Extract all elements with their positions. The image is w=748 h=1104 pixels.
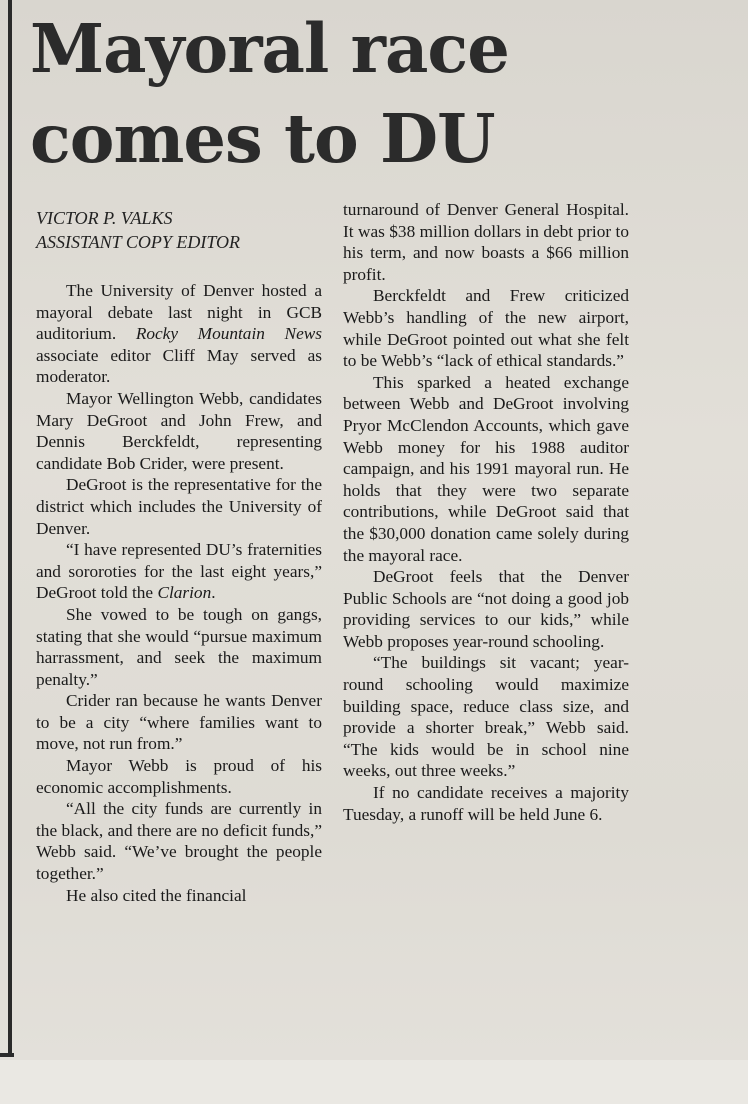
paragraph: If no candidate receives a majority Tuesday, a runoff will be held June 6.: [343, 783, 629, 824]
rule-corner: [0, 1053, 14, 1057]
paragraph: [36, 280, 322, 388]
paragraph: “The buildings sit vacant; year-round schooling would maximize building space, reduce class size, and provide a shorter break,” Webb said. “The kids would be in school nine weeks, out three weeks.”: [343, 653, 629, 781]
column-rule: [8, 0, 12, 1055]
byline-name: VICTOR P. VALKS: [36, 208, 173, 228]
paragraph-text: .: [211, 583, 216, 603]
paragraph: DeGroot is the representative for the district which includes the University of Denver.: [36, 475, 322, 538]
paragraph: Crider ran because he wants Denver to be a city “where families want to move, not run from.”: [36, 691, 322, 754]
paragraph-text: The University of Denver hosted a mayoral debate last night in GCB auditorium.: [36, 281, 322, 344]
paragraph: He also cited the financial: [66, 885, 247, 905]
paragraph: [36, 539, 322, 604]
paragraph: “All the city funds are currently in the black, and there are no deficit funds,” Webb said. “We’ve brought the people together.”: [36, 799, 322, 884]
paragraph: Mayor Wellington Webb, candidates Mary DeGroot and John Frew, and Dennis Berckfeldt, representing candidate Bob Crider, were present.: [36, 388, 322, 473]
paragraph: Mayor Webb is proud of his economic accomplishments.: [36, 756, 322, 797]
headline-line-1: Mayoral race: [30, 9, 509, 88]
paragraph-text: associate editor Cliff May served as moderator.: [36, 345, 322, 387]
paragraph: Berckfeldt and Frew criticized Webb’s handling of the new airport, while DeGroot pointed out what she felt to be Webb’s “lack of ethical standards.”: [343, 286, 629, 371]
byline-title: ASSISTANT COPY EDITOR: [36, 232, 241, 252]
column-2: [343, 199, 629, 825]
headline-line-2: comes to DU: [30, 99, 495, 178]
publication-name: Clarion: [157, 583, 212, 603]
paragraph: She vowed to be tough on gangs, stating that she would “pursue maximum harrassment, and seek the maximum penalty.”: [36, 604, 322, 689]
paragraph-continued: turnaround of Denver General Hospital. It was $38 million dollars in debt prior to his term, and now boasts a $66 million profit.: [343, 200, 629, 284]
paragraph: This sparked a heated exchange between Webb and DeGroot involving Pryor McClendon Accounts, which gave Webb money for his 1988 auditor campaign, and his 1991 mayoral run. He holds that they were two separate contributions, while DeGroot said that the $30,000 donation came solely during the mayoral race.: [343, 372, 629, 565]
byline: [36, 206, 326, 254]
publication-name: Rocky Mountain News: [135, 324, 322, 344]
paragraph-text: “I have represented DU’s fraternities and sororoties for the last eight years,” DeGroot told the: [36, 540, 322, 603]
column-1: [36, 280, 322, 906]
page-margin: [0, 1060, 748, 1104]
headline: [30, 4, 730, 184]
paragraph: DeGroot feels that the Denver Public Schools are “not doing a good job providing services to our kids,” while Webb proposes year-round schooling.: [343, 567, 629, 651]
